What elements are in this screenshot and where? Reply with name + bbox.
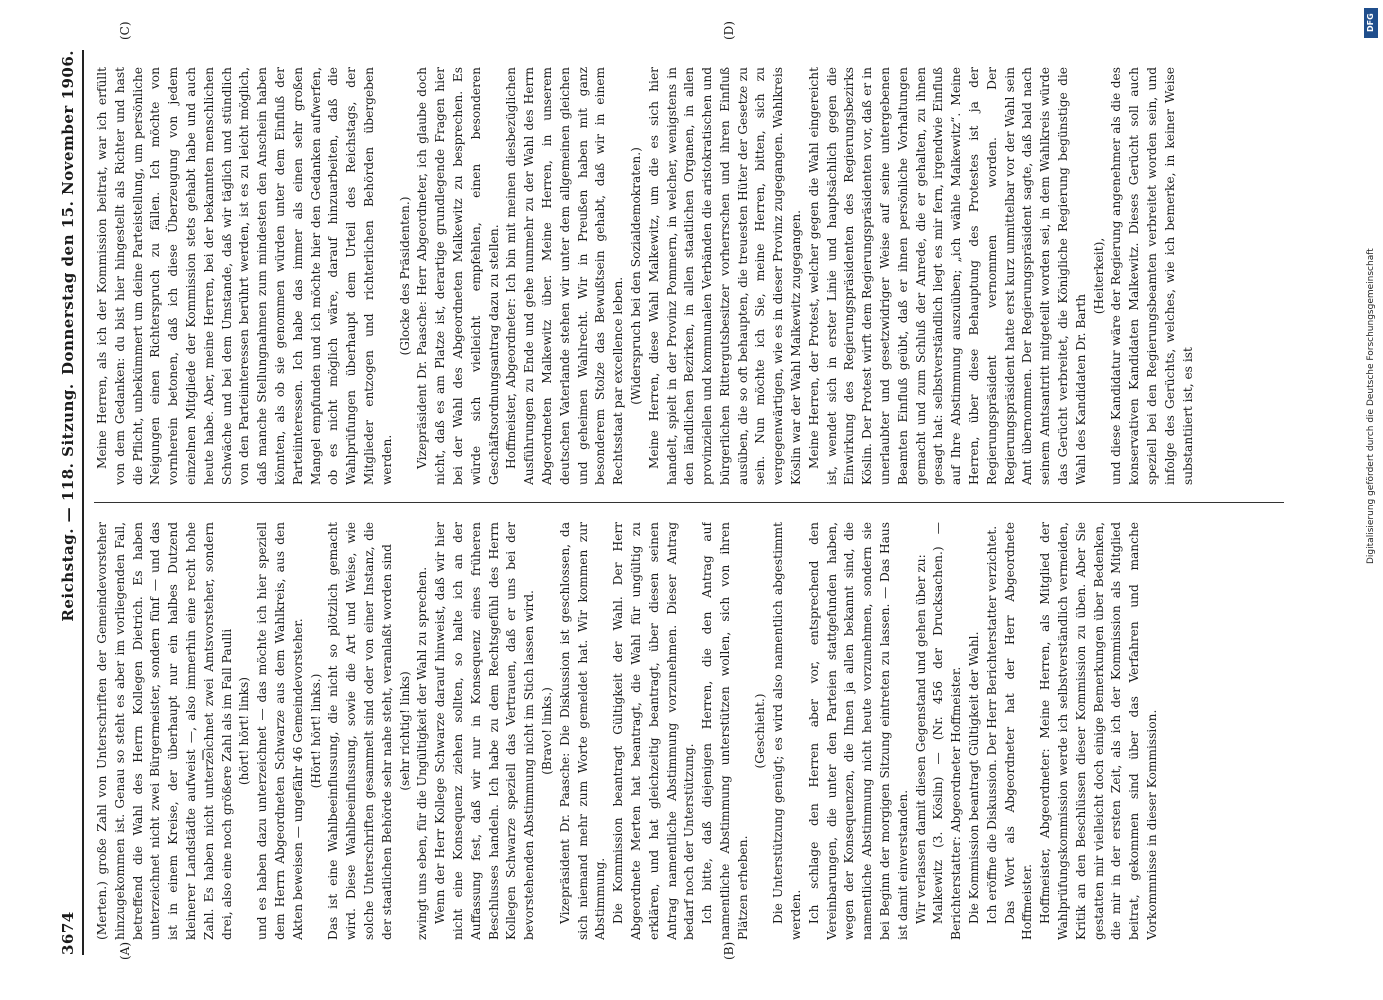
digitization-credit bbox=[1362, 0, 1382, 1000]
header-rule bbox=[82, 50, 84, 955]
margin-marker-c: (C) bbox=[118, 21, 132, 40]
paragraph: Meine Herren, diese Wahl Malkewitz, um die es sich hier handelt, spielt in der Provinz Pommern, in welcher, wenigstens in den ländlichen Bezirken, in allen staatlichen Organen, in allen provinziellen und kommunalen Verbänden die aristokratischen und bürgerlichen Rittergutsbesitzer vorherrschen und ihren Einfluß ausüben, die so oft behaupten, die treuesten Hüter der Gesetze zu sein. Nun möchte ich Sie, meine Herren, bitten, sich zu vergegenwärtigen, wie es in dieser Provinz zugegangen. Wahlkreis Köslin war der Wahl Malkewitz zugegangen. bbox=[646, 67, 804, 485]
paragraph: Das ist eine Wahlbeeinflussung, die nicht so plötzlich gemacht wird. Diese Wahlbeeinflussung, sowie die Art und Weise, wie solche Unterschriften gesammelt sind oder von einer Instanz, die der staatlichen Behörde sehr nahe steht, veranlaßt worden sind bbox=[326, 522, 394, 940]
page-header bbox=[55, 50, 81, 955]
agenda-item: Malkewitz (3. Köslin) — (Nr. 456 der Drucksachen.) — Berichterstatter: Abgeordneter Hoffmeister. bbox=[931, 522, 964, 940]
interjection: (Bravo! links.) bbox=[539, 687, 554, 775]
paragraph: Vizepräsident Dr. Paasche: Herr Abgeordneter, ich glaube doch nicht, daß es am Platze ist, derartige grundlegende Fragen hier bei der Wahl des Abgeordneten Malkewitz zu besprechen. Es würde sich vielleicht empfehlen, einen besonderen Geschäftsordnungsantrag dazu zu stellen. bbox=[415, 67, 501, 485]
paragraph: und es haben dazu unterzeichnet — das möchte ich hier speziell dem Herrn Abgeordneten Schwarze aus dem Wahlkreis, aus den Akten beweisen — ungefähr 46 Gemeindevorsteher. bbox=[255, 522, 305, 940]
column-divider bbox=[94, 502, 1284, 503]
paragraph: Wir verlassen damit diesen Gegenstand und gehen über zu: bbox=[913, 554, 928, 924]
paragraph: Ich bitte, daß diejenigen Herren, die den Antrag auf namentliche Abstimmung unterstützen wollen, sich von ihren Plätzen erheben. bbox=[700, 522, 750, 940]
paragraph: Die Kommission beantragt Gültigkeit der Wahl. bbox=[967, 631, 982, 924]
right-column bbox=[94, 67, 1284, 485]
paragraph: zwingt uns eben, für die Ungültigkeit der Wahl zu sprechen. bbox=[415, 566, 430, 940]
paragraph: (Merten.) große Zahl von Unterschriften der Gemeindevorsteher hinzugekommen ist. Genau so steht es aber im vorliegenden Fall, betreffend die Wahl des Herrn Kollegen Dietrich. Es haben unterzeichnet nicht zwei Bürgermeister, sondern fünf — und das ist in einem Kreise, der überhaupt nur ein halbes Dutzend kleinerer Landstädte aufweist —, also immerhin eine recht hohe Zahl. Es haben nicht unterzeichnet zwei Amtsvorsteher, sondern drei, also eine noch größere Zahl als im Fall Paulli bbox=[95, 522, 234, 940]
left-column bbox=[94, 522, 1284, 940]
paragraph: Meine Herren, der Protest, welcher gegen die Wahl eingereicht ist, wendet sich in erster Linie und hauptsächlich gegen die Einwirkung des Regierungspräsidenten des Regierungsbezirks Köslin. Der Protest wirft dem Regierungspräsidenten vor, daß er in unerlaubter und gesetzwidriger Weise auf seine untergebenen Beamten Einfluß geübt, daß er ihnen persönliche Vorhaltungen gemacht und zum Schluß der Anrede, die er gehalten, zu ihnen gesagt hat: selbstverständlich liegt es mir fern, irgendwie Einfluß auf Ihre Abstimmung auszuüben; „ich wähle Malkewitz“. Meine Herren, über diese Behauptung des Protestes ist ja der Regierungspräsident vernommen worden. Der Regierungspräsident hatte erst kurz unmittelbar vor der Wahl sein Amt übernommen. Der Regierungspräsident sagte, daß bald nach seinem Amtsantritt mitgeteilt worden sei, in dem Wahlkreis würde das Gerücht verbreitet, die Königliche Regierung begünstige die Wahl des Kandidaten Dr. Barth bbox=[806, 67, 1088, 485]
paragraph: Das Wort als Abgeordneter hat der Herr Abgeordnete Hoffmeister. bbox=[1002, 522, 1035, 940]
dfg-logo-icon: DFG bbox=[1364, 8, 1378, 38]
paragraph: und diese Kandidatur wäre der Regierung angenehmer als die des konservativen Kandidaten Malkewitz. Dieses Gerücht soll auch speziell bei den Regierungsbeamten verbreitet worden sein, und infolge des Gerüchts, welches, wie ich bemerke, in keiner Weise substantiiert ist, es ist bbox=[1109, 67, 1195, 485]
interjection: (Glocke des Präsidenten.) bbox=[397, 196, 412, 356]
paragraph: Ich schlage den Herren aber vor, entsprechend den Vereinbarungen, die unter den Parteien stattgefunden haben, wegen der Konsequenzen, die Ihnen ja allen bekannt sind, die namentliche Abstimmung nicht heute vorzunehmen, sondern sie bei Beginn der morgigen Sitzung eintreten zu lassen. — Das Haus ist damit einverstanden. bbox=[806, 522, 910, 940]
interjection: (Hört! hört! links.) bbox=[308, 673, 323, 789]
margin-marker-b: (B) bbox=[722, 941, 736, 960]
header-title: Reichstag. — 118. Sitzung. bbox=[59, 383, 77, 622]
margin-marker-a: (A) bbox=[118, 941, 132, 960]
paragraph: Wenn der Herr Kollege Schwarze darauf hinweist, daß wir hier nicht eine Konsequenz ziehen sollten, so halte ich an der Auffassung fest, daß wir nur in Konsequenz eines früheren Beschlusses handeln. Ich habe zu dem Rechtsgefühl des Herrn Kollegen Schwarze speziell das Vertrauen, daß er uns bei der bevorstehenden Abstimmung nicht im Stich lassen wird. bbox=[433, 522, 537, 940]
paragraph: Die Unterstützung genügt; es wird also namentlich abgestimmt werden. bbox=[771, 522, 804, 940]
credit-text: Digitalisierung gefördert durch die Deutsche Forschungsgemeinschaft bbox=[1366, 248, 1376, 564]
paragraph: Vizepräsident Dr. Paasche: Die Diskussion ist geschlossen, da sich niemand mehr zum Worte gemeldet hat. Wir kommen zur Abstimmung. bbox=[557, 522, 608, 940]
interjection: (sehr richtig! links) bbox=[397, 671, 412, 791]
paragraph: Hoffmeister, Abgeordneter: Meine Herren, als Mitglied der Wahlprüfungskommission werde ich selbstverständlich vermeiden, Kritik an den Beschlüssen dieser Kommission zu üben. Aber Sie gestatten mir vielleicht doch einige Bemerkungen über Bedenken, die mir in der ersten Zeit, als ich der Kommission als Mitglied beitrat, gekommen sind über das Verfahren und manche Vorkommnisse in dieser Kommission. bbox=[1038, 522, 1160, 940]
paragraph: Die Kommission beantragt Gültigkeit der Wahl. Der Herr Abgeordnete Merten hat beantragt, die Wahl für ungültig zu erklären, und hat gleichzeitig beantragt, über diesen seinen Antrag namentliche Abstimmung vorzunehmen. Dieser Antrag bedarf noch der Unterstützung. bbox=[611, 522, 697, 940]
interjection: (Widerspruch bei den Sozialdemokraten.) bbox=[628, 147, 643, 405]
paragraph: Hoffmeister, Abgeordneter: Ich bin mit meinen diesbezüglichen Ausführungen zu Ende und gehe nunmehr zu der Wahl des Herrn Abgeordneten Malkewitz über. Meine Herren, in unserem deutschen Vaterlande stehen wir unter dem allgemeinen gleichen und geheimen Wahlrecht. Wir in Preußen haben mit ganz besonderem Stolze das Bewußtsein gehabt, daß wir in einem Rechtsstaat par excellence leben. bbox=[504, 67, 626, 485]
interjection: (Geschieht.) bbox=[753, 693, 768, 769]
page-number: 3674 bbox=[59, 911, 77, 955]
paragraph: Meine Herren, als ich der Kommission beitrat, war ich erfüllt von dem Gedanken: du bist hier hingestellt als Richter und hast die Pflicht, unbekümmert um deine Parteistellung, um persönliche Neigungen einen Richterspruch zu fällen. Ich möchte von vornherein betonen, daß ich diese Überzeugung von jedem einzelnen Mitgliede der Kommission stets gehabt habe und auch heute habe. Aber, meine Herren, bei der bekannten menschlichen Schwäche und bei dem Umstande, daß wir täglich und stündlich von den Parteiinteressen berührt werden, ist es zu leicht möglich, daß manche Stellungnahmen zum mindesten den Anschein haben könnten, als ob sie genommen würden unter dem Einfluß der Parteiinteressen. Ich habe das immer als einen sehr großen Mangel empfunden und ich möchte hier den Gedanken aufwerfen, ob es nicht möglich wäre, darauf hinzuarbeiten, daß die Wahlprüfungen überhaupt dem Urteil des Reichstags, der Mitglieder entzogen und richterlichen Behörden übergeben werden. bbox=[95, 67, 394, 485]
paragraph: Ich eröffne die Diskussion. Der Herr Berichterstatter verzichtet. bbox=[984, 525, 999, 924]
interjection: (Heiterkeit), bbox=[1091, 237, 1106, 315]
interjection: (hört! hört! links) bbox=[237, 676, 252, 786]
header-date: Donnerstag den 15. November 1906. bbox=[59, 50, 77, 376]
margin-marker-d: (D) bbox=[722, 21, 736, 40]
